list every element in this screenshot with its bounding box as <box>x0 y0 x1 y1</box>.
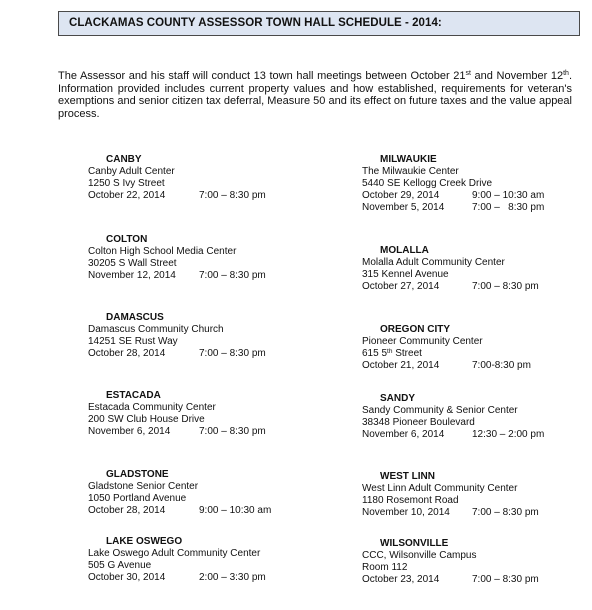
meeting-oregon-city <box>362 324 531 372</box>
venue-address: 200 SW Club House Drive <box>88 413 205 425</box>
venue-address: 1180 Rosemont Road <box>362 494 459 506</box>
meeting-date: November 5, 2014 <box>362 201 445 213</box>
town-name: MILWAUKIE <box>380 154 437 165</box>
intro-text-1: The Assessor and his staff will conduct 13 town hall meetings between October 21 <box>58 70 466 82</box>
venue-name: West Linn Adult Community Center <box>362 482 518 494</box>
meeting-time: 2:00 – 3:30 pm <box>199 571 266 583</box>
town-name: GLADSTONE <box>106 469 169 480</box>
meeting-date: October 29, 2014 <box>362 189 440 201</box>
meeting-time: 12:30 – 2:00 pm <box>472 428 545 440</box>
town-name: WEST LINN <box>380 471 435 482</box>
venue-name: Estacada Community Center <box>88 401 216 413</box>
town-name: WILSONVILLE <box>380 538 449 549</box>
intro-text-3: . Information provided includes current property values and how established, requirements for veteran's exemptions and senior citizen tax deferral, Measure 50 and its effect on future taxes and the value appeal process. <box>58 70 572 120</box>
meeting-gladstone <box>88 469 272 517</box>
town-name: MOLALLA <box>380 245 429 256</box>
meeting-west-linn <box>362 471 539 519</box>
meeting-wilsonville <box>362 538 539 586</box>
meeting-date: October 28, 2014 <box>88 347 166 359</box>
meeting-date: October 28, 2014 <box>88 504 166 516</box>
venue-address: 14251 SE Rust Way <box>88 335 178 347</box>
address-number: 615 5 <box>362 347 388 359</box>
venue-address: 315 Kennel Avenue <box>362 268 449 280</box>
intro-sup-1: st <box>465 70 471 77</box>
venue-address: 1250 S Ivy Street <box>88 177 165 189</box>
meeting-date: November 10, 2014 <box>362 506 450 518</box>
meeting-time: 9:00 – 10:30 am <box>472 189 545 201</box>
venue-address: 38348 Pioneer Boulevard <box>362 416 475 428</box>
venue-name: Damascus Community Church <box>88 323 224 335</box>
meeting-lake-oswego <box>88 536 266 584</box>
town-name: LAKE OSWEGO <box>106 536 183 547</box>
venue-address: 5440 SE Kellogg Creek Drive <box>362 177 493 189</box>
title-banner <box>58 11 580 36</box>
venue-address: 1050 Portland Avenue <box>88 492 187 504</box>
meeting-date: November 6, 2014 <box>88 425 171 437</box>
meeting-canby <box>88 154 266 202</box>
town-name: DAMASCUS <box>106 312 164 323</box>
address-rest: Street <box>392 347 422 359</box>
venue-address <box>362 348 483 360</box>
venue-name: Colton High School Media Center <box>88 245 237 257</box>
meeting-date: October 21, 2014 <box>362 359 440 371</box>
town-name: CANBY <box>106 154 142 165</box>
meeting-molalla <box>362 245 539 293</box>
meeting-estacada <box>88 390 266 438</box>
meeting-date: October 27, 2014 <box>362 280 440 292</box>
meeting-date: November 12, 2014 <box>88 269 176 281</box>
meeting-date: October 30, 2014 <box>88 571 166 583</box>
meeting-time: 7:00 – 8:30 pm <box>199 347 266 359</box>
page-title: CLACKAMAS COUNTY ASSESSOR TOWN HALL SCHEDULE - 2014: <box>69 17 442 29</box>
venue-name: Pioneer Community Center <box>362 335 483 347</box>
meeting-time: 7:00-8:30 pm <box>472 359 531 371</box>
meeting-time: 7:00 – 8:30 pm <box>472 573 539 585</box>
venue-name: Gladstone Senior Center <box>88 480 199 492</box>
town-name: SANDY <box>380 393 416 404</box>
meeting-damascus <box>88 312 266 360</box>
venue-address: 505 G Avenue <box>88 559 152 571</box>
town-name: ESTACADA <box>106 390 161 401</box>
address-sup: th <box>387 347 393 355</box>
meeting-time: 7:00 – 8:30 pm <box>199 425 266 437</box>
meeting-colton <box>88 234 266 282</box>
meeting-time: 7:00 – 8:30 pm <box>472 506 539 518</box>
town-name: COLTON <box>106 234 148 245</box>
meeting-date: October 22, 2014 <box>88 189 166 201</box>
meeting-time: 7:00 – 8:30 pm <box>199 189 266 201</box>
meeting-time: 7:00 – 8:30 pm <box>199 269 266 281</box>
meeting-sandy <box>362 393 545 441</box>
venue-name: Canby Adult Center <box>88 165 175 177</box>
intro-text-2: and November 12 <box>470 70 564 82</box>
meeting-milwaukie <box>362 154 545 214</box>
intro-paragraph <box>58 70 572 120</box>
town-name: OREGON CITY <box>380 324 451 335</box>
venue-address: 30205 S Wall Street <box>88 257 177 269</box>
meeting-time: 7:00 – 8:30 pm <box>472 280 539 292</box>
meeting-time: 9:00 – 10:30 am <box>199 504 272 516</box>
meeting-date: October 23, 2014 <box>362 573 440 585</box>
venue-name: Sandy Community & Senior Center <box>362 404 518 416</box>
venue-name: Molalla Adult Community Center <box>362 256 505 268</box>
meeting-date: November 6, 2014 <box>362 428 445 440</box>
meeting-time: 7:00 – 8:30 pm <box>472 201 545 213</box>
venue-name: CCC, Wilsonville Campus <box>362 549 477 561</box>
venue-address: Room 112 <box>362 561 408 573</box>
intro-sup-2: th <box>563 70 569 77</box>
venue-name: The Milwaukie Center <box>362 165 459 177</box>
venue-name: Lake Oswego Adult Community Center <box>88 547 261 559</box>
